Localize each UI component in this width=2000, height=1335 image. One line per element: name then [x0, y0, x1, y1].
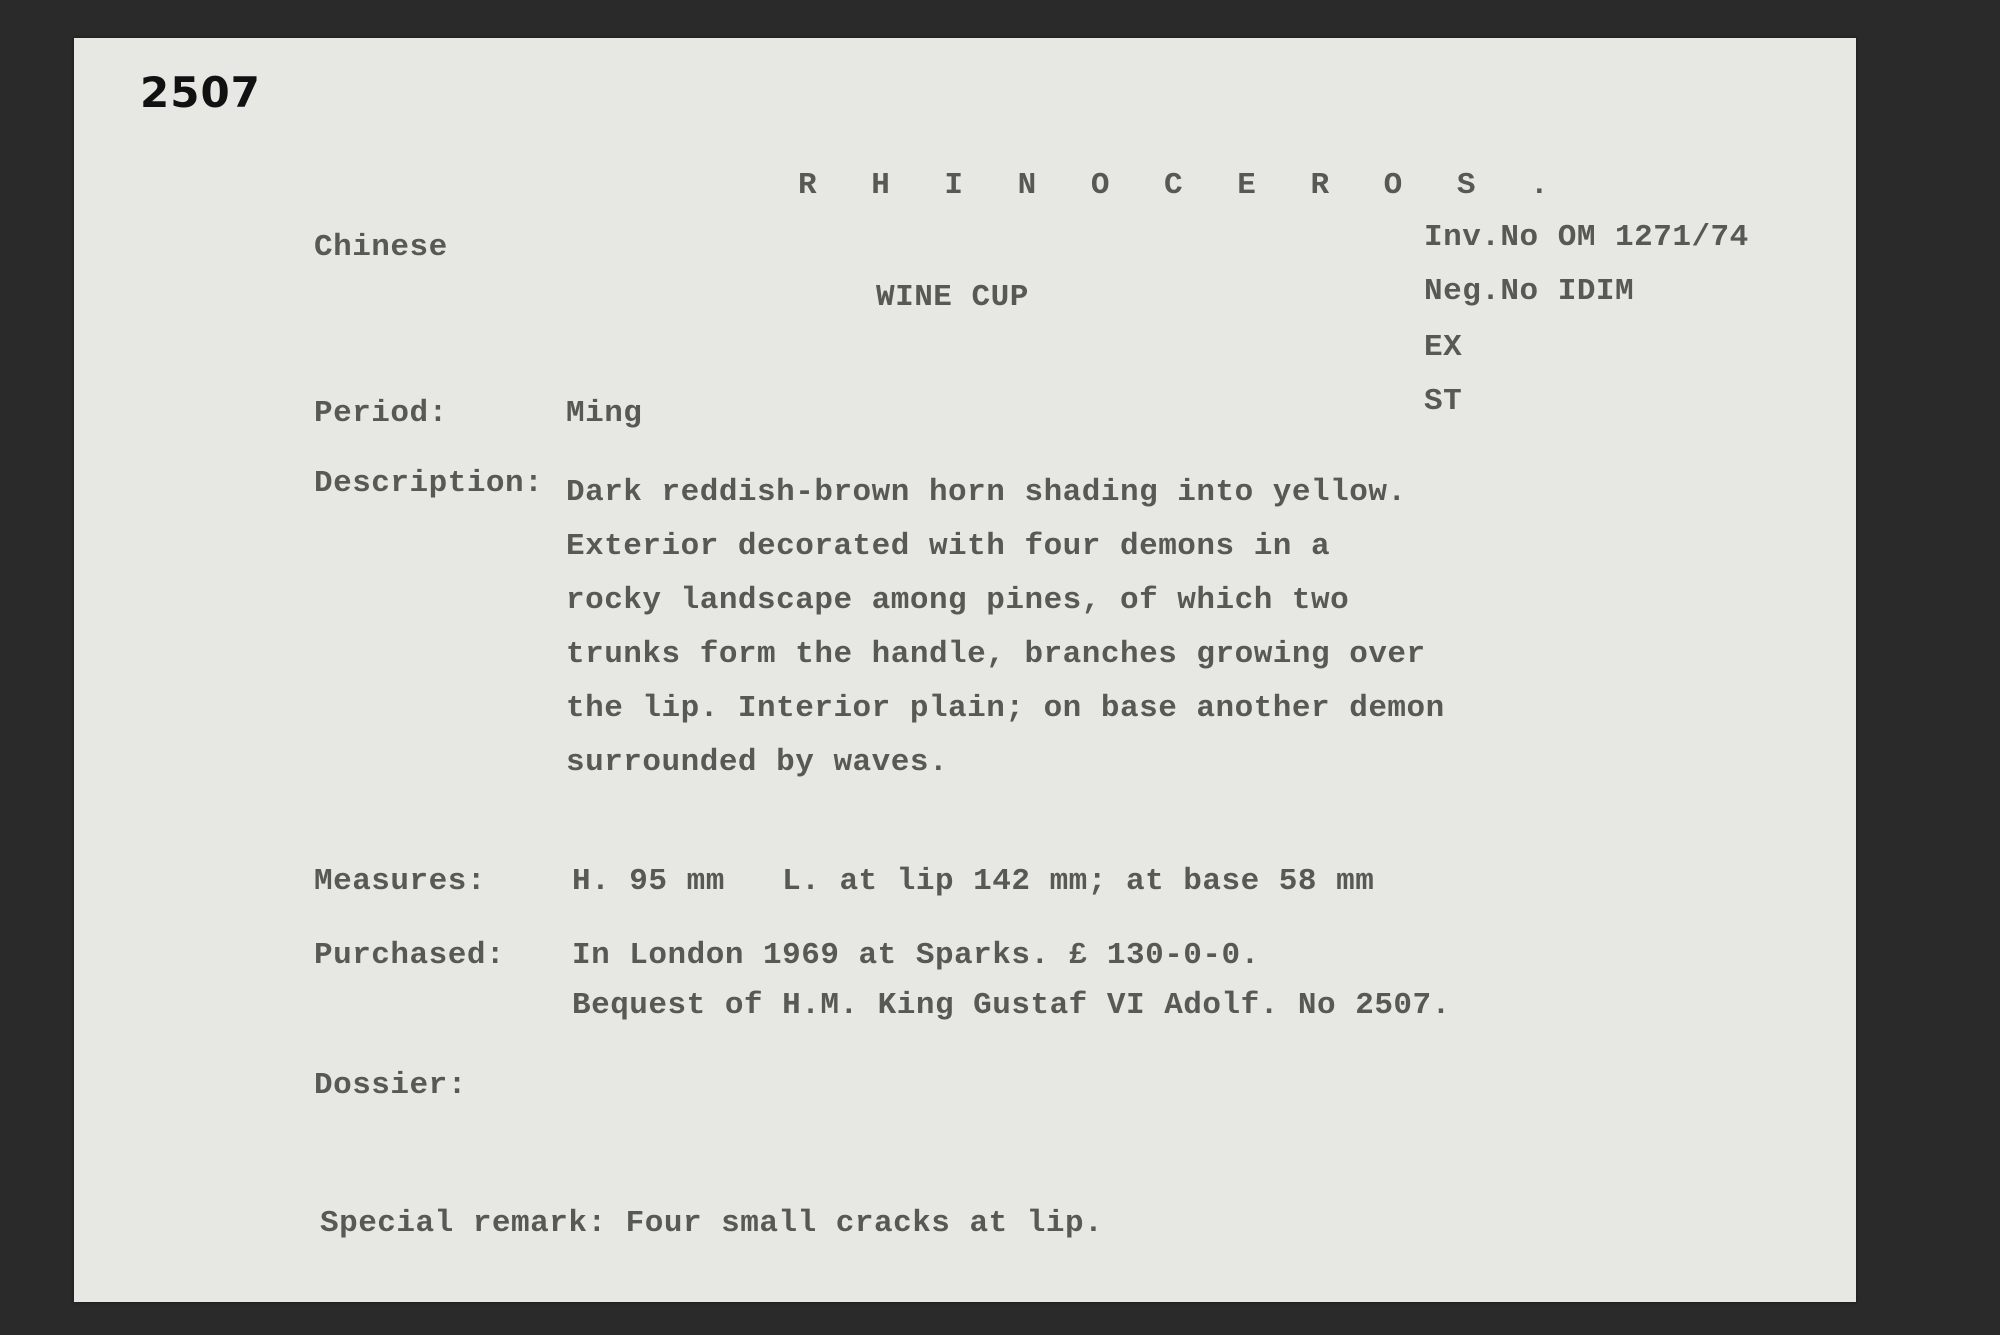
- origin: Chinese: [314, 230, 448, 265]
- inventory-number: Inv.No OM 1271/74: [1424, 220, 1749, 255]
- negative-number: Neg.No IDIM: [1424, 274, 1635, 309]
- object-name: WINE CUP: [876, 280, 1029, 315]
- catalog-card: [74, 38, 1856, 1302]
- st-mark: ST: [1424, 384, 1463, 419]
- purchased-line-1: In London 1969 at Sparks. £ 130-0-0.: [572, 938, 1260, 973]
- measures-value: H. 95 mm L. at lip 142 mm; at base 58 mm: [572, 864, 1375, 899]
- description-label: Description:: [314, 466, 544, 501]
- description-line: Dark reddish-brown horn shading into yellow.: [566, 475, 1407, 510]
- description-line: Exterior decorated with four demons in a: [566, 529, 1331, 564]
- description-line: the lip. Interior plain; on base another demon: [566, 691, 1445, 726]
- purchased-label: Purchased:: [314, 938, 506, 973]
- measures-label: Measures:: [314, 864, 486, 899]
- period-label: Period:: [314, 396, 448, 431]
- purchased-line-2: Bequest of H.M. King Gustaf VI Adolf. No 2507.: [572, 988, 1451, 1023]
- period-value: Ming: [566, 396, 643, 431]
- special-remarks: Special remark: Four small cracks at lip.: [320, 1206, 1104, 1241]
- dossier-label: Dossier:: [314, 1068, 467, 1103]
- handwritten-number: 2507: [140, 68, 261, 117]
- card-title: R H I N O C E R O S .: [798, 168, 1567, 203]
- ex-mark: EX: [1424, 330, 1463, 365]
- description-text: [566, 466, 1445, 790]
- description-line: surrounded by waves.: [566, 745, 949, 780]
- description-line: rocky landscape among pines, of which two: [566, 583, 1350, 618]
- description-line: trunks form the handle, branches growing over: [566, 637, 1426, 672]
